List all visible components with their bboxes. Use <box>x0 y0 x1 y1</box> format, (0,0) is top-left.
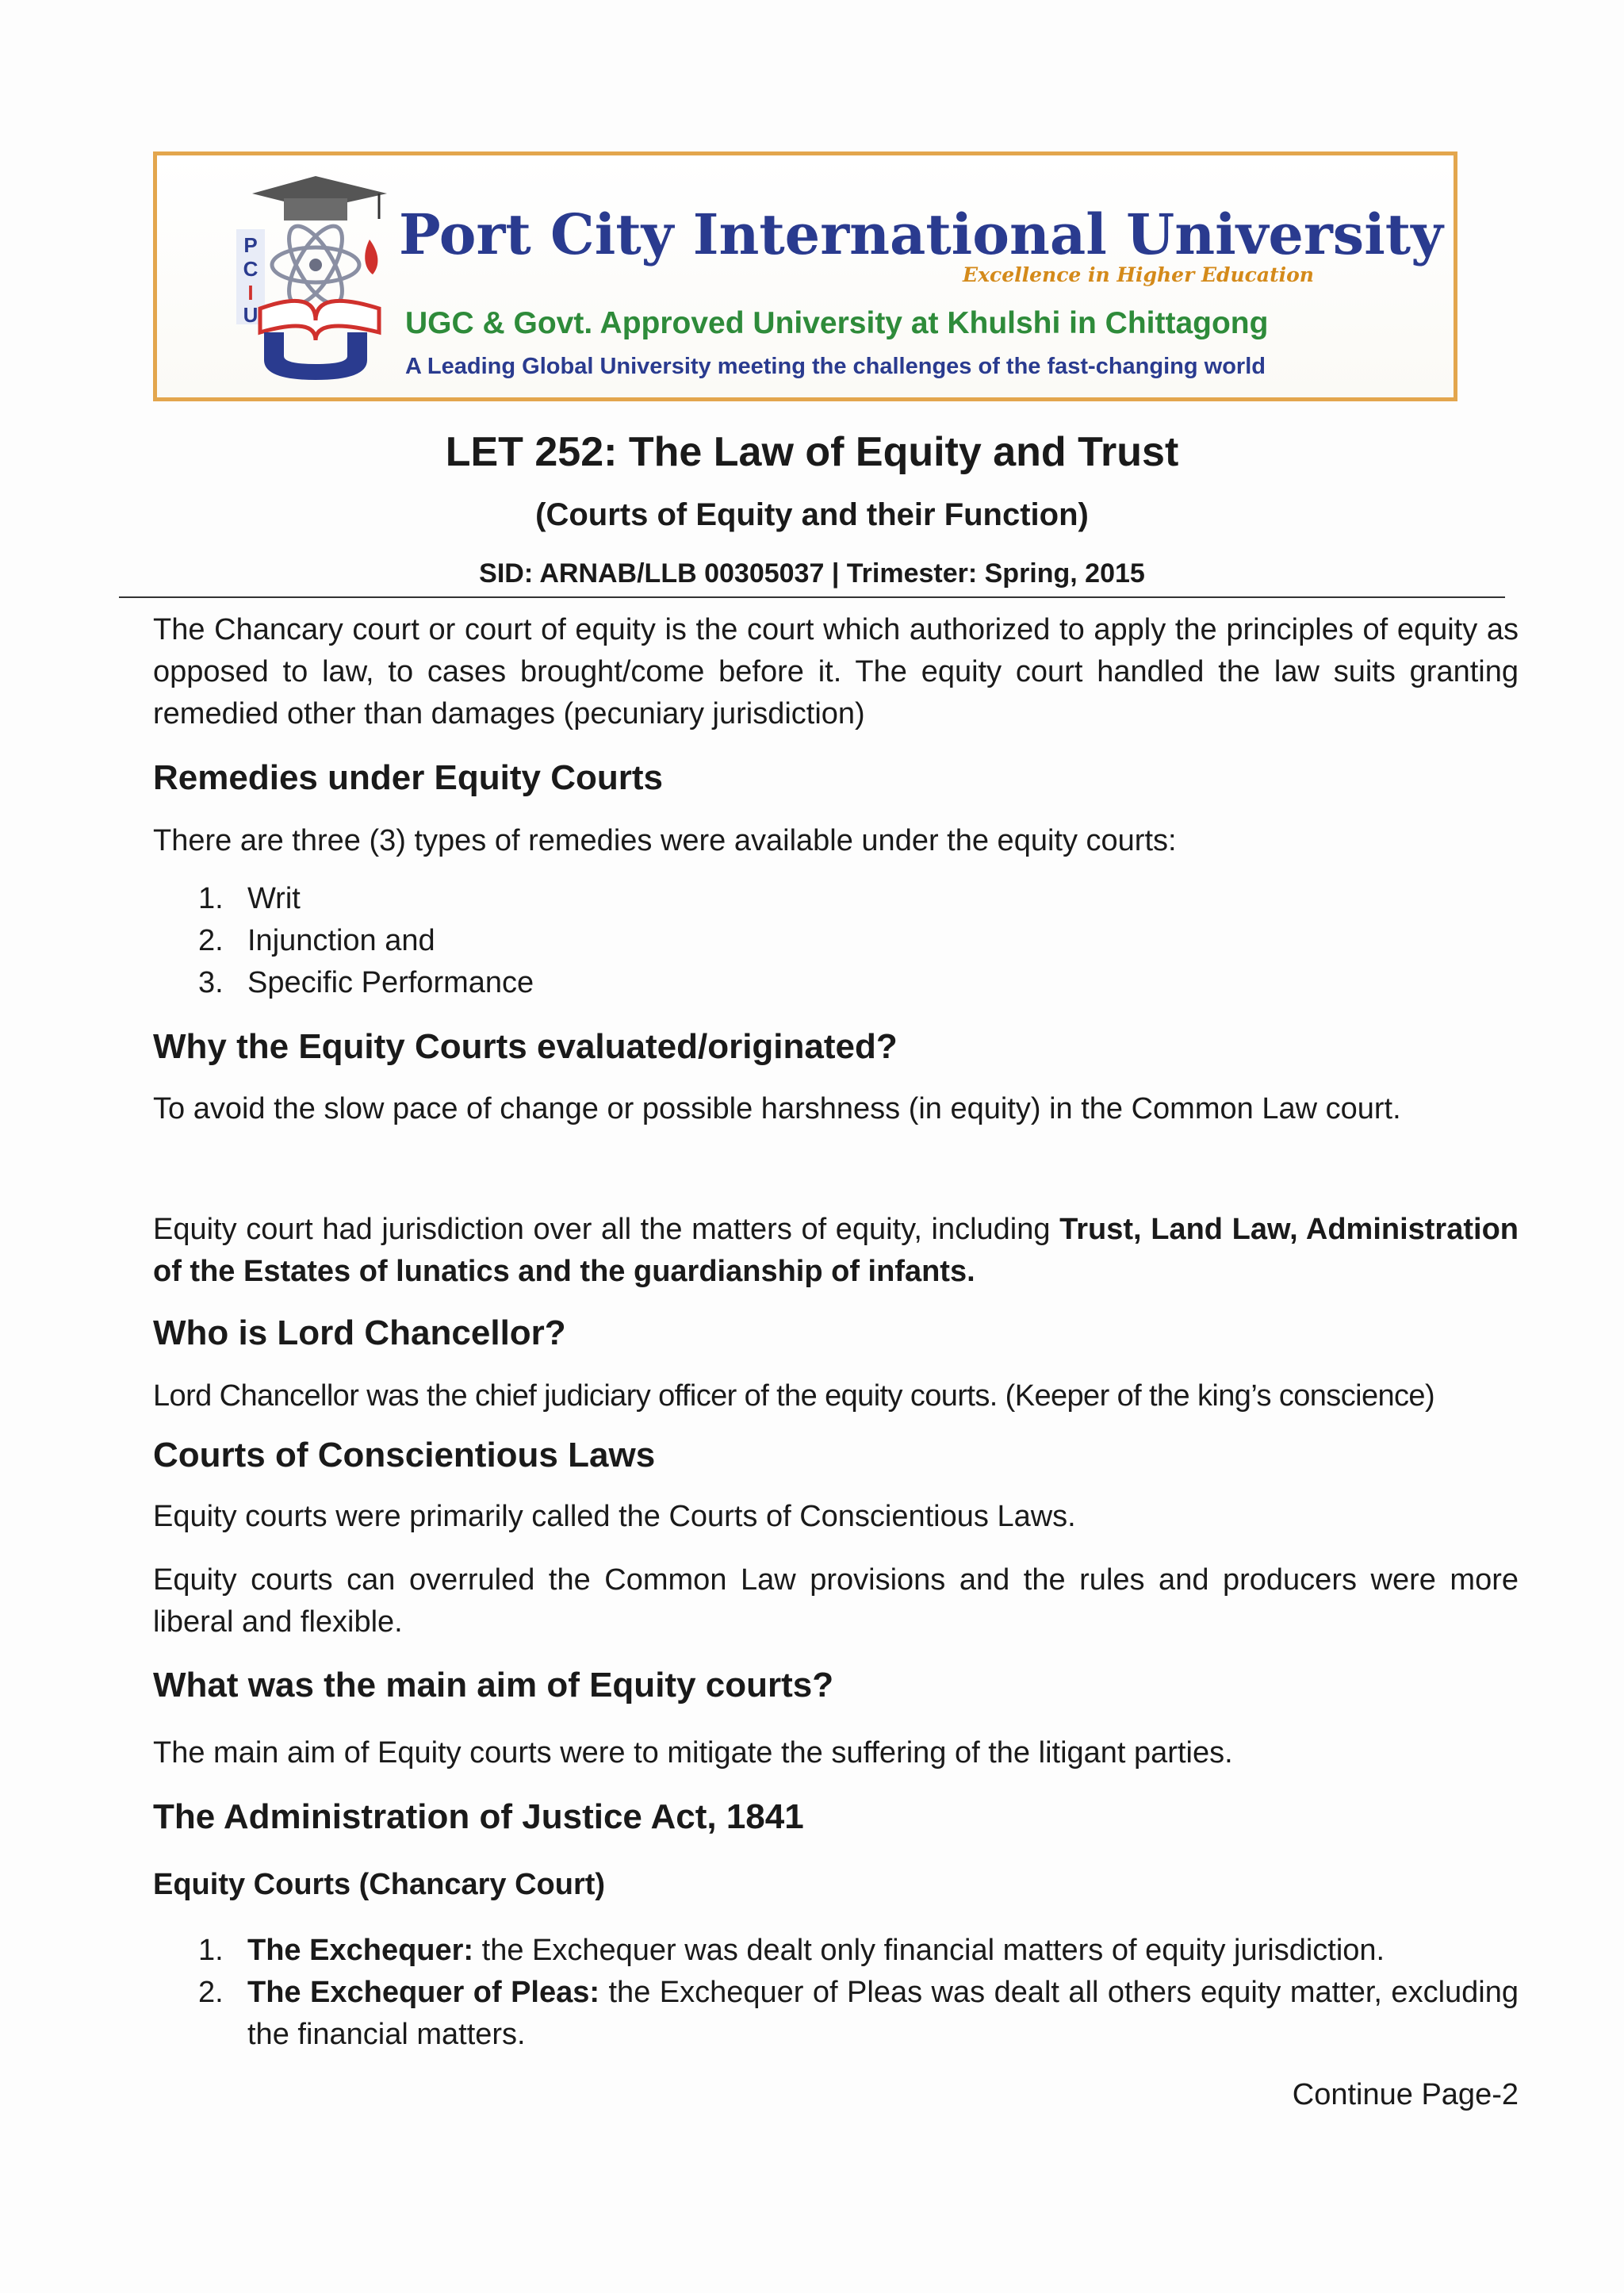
remedies-heading: Remedies under Equity Courts <box>153 758 664 797</box>
list-number: 1. <box>198 882 224 915</box>
svg-text:U: U <box>243 303 259 327</box>
jurisdiction-paragraph <box>153 1209 1519 1293</box>
conscientious-paragraph-2: Equity courts can overruled the Common Law provisions and the rules and producers were more liberal and flexible. <box>153 1563 1519 1639</box>
document-subtitle: (Courts of Equity and their Function) <box>535 497 1089 532</box>
document-title: LET 252: The Law of Equity and Trust <box>445 429 1179 475</box>
act-heading: The Administration of Justice Act, 1841 <box>153 1797 804 1836</box>
list-text <box>247 1972 1519 2056</box>
conscientious-heading: Courts of Conscientious Laws <box>153 1436 656 1474</box>
list-item <box>198 1972 1519 2056</box>
university-banner <box>153 151 1457 401</box>
list-item <box>198 920 1519 962</box>
list-description: the Exchequer of Pleas was dealt all others equity matter, excluding the financial matters. <box>247 1976 1519 2051</box>
continue-note: Continue Page-2 <box>1292 2078 1519 2111</box>
intro-paragraph: The Chancary court or court of equity is the court which authorized to apply the principles of equity as opposed to law, to cases brought/come before it. The equity court handled the law suits granting remedied other than damages (pecuniary jurisdiction) <box>153 613 1519 730</box>
list-term: The Exchequer of Pleas: <box>247 1976 600 2009</box>
list-text: Writ <box>247 882 301 915</box>
aim-heading: What was the main aim of Equity courts? <box>153 1666 834 1704</box>
jurisdiction-text: Equity court had jurisdiction over all the matters of equity, including <box>153 1213 1051 1246</box>
svg-text:I: I <box>247 281 254 305</box>
list-description: the Exchequer was dealt only financial matters of equity jurisdiction. <box>473 1934 1385 1967</box>
chancellor-paragraph: Lord Chancellor was the chief judiciary officer of the equity courts. (Keeper of the king’s conscience) <box>153 1379 1435 1413</box>
act-subheading: Equity Courts (Chancary Court) <box>153 1868 606 1901</box>
list-number: 2. <box>198 1976 224 2009</box>
aim-paragraph: The main aim of Equity courts were to mitigate the suffering of the litigant parties. <box>153 1736 1233 1770</box>
chancellor-heading: Who is Lord Chancellor? <box>153 1313 566 1352</box>
list-item <box>198 962 1519 1004</box>
remedies-intro: There are three (3) types of remedies were available under the equity courts: <box>153 824 1177 857</box>
list-text <box>247 1930 1519 1972</box>
university-name: Port City International University <box>399 201 1443 267</box>
university-tagline: Excellence in Higher Education <box>963 263 1314 286</box>
why-paragraph: To avoid the slow pace of change or possible harshness (in equity) in the Common Law court. <box>153 1092 1401 1125</box>
jurisdiction-bold: Trust, Land Law, Administration of the Estates of lunatics and the guardianship of infants. <box>153 1213 1519 1288</box>
university-approval: UGC & Govt. Approved University at Khulshi in Chittagong <box>405 306 1269 340</box>
svg-text:C: C <box>243 257 259 281</box>
list-number: 2. <box>198 924 224 957</box>
conscientious-paragraph-1: Equity courts were primarily called the Courts of Conscientious Laws. <box>153 1500 1076 1533</box>
document-meta: SID: ARNAB/LLB 00305037 | Trimester: Spring, 2015 <box>479 558 1145 589</box>
list-text: Specific Performance <box>247 966 534 999</box>
list-term: The Exchequer: <box>247 1934 474 1967</box>
list-item <box>198 878 1519 920</box>
list-text: Injunction and <box>247 924 435 957</box>
list-item <box>198 1930 1519 1972</box>
why-heading: Why the Equity Courts evaluated/originated? <box>153 1027 898 1066</box>
university-logo <box>228 170 403 384</box>
list-number: 1. <box>198 1934 224 1967</box>
university-motto: A Leading Global University meeting the challenges of the fast-changing world <box>405 354 1266 379</box>
list-number: 3. <box>198 966 224 999</box>
svg-text:P: P <box>243 233 258 257</box>
header-divider <box>119 596 1505 598</box>
